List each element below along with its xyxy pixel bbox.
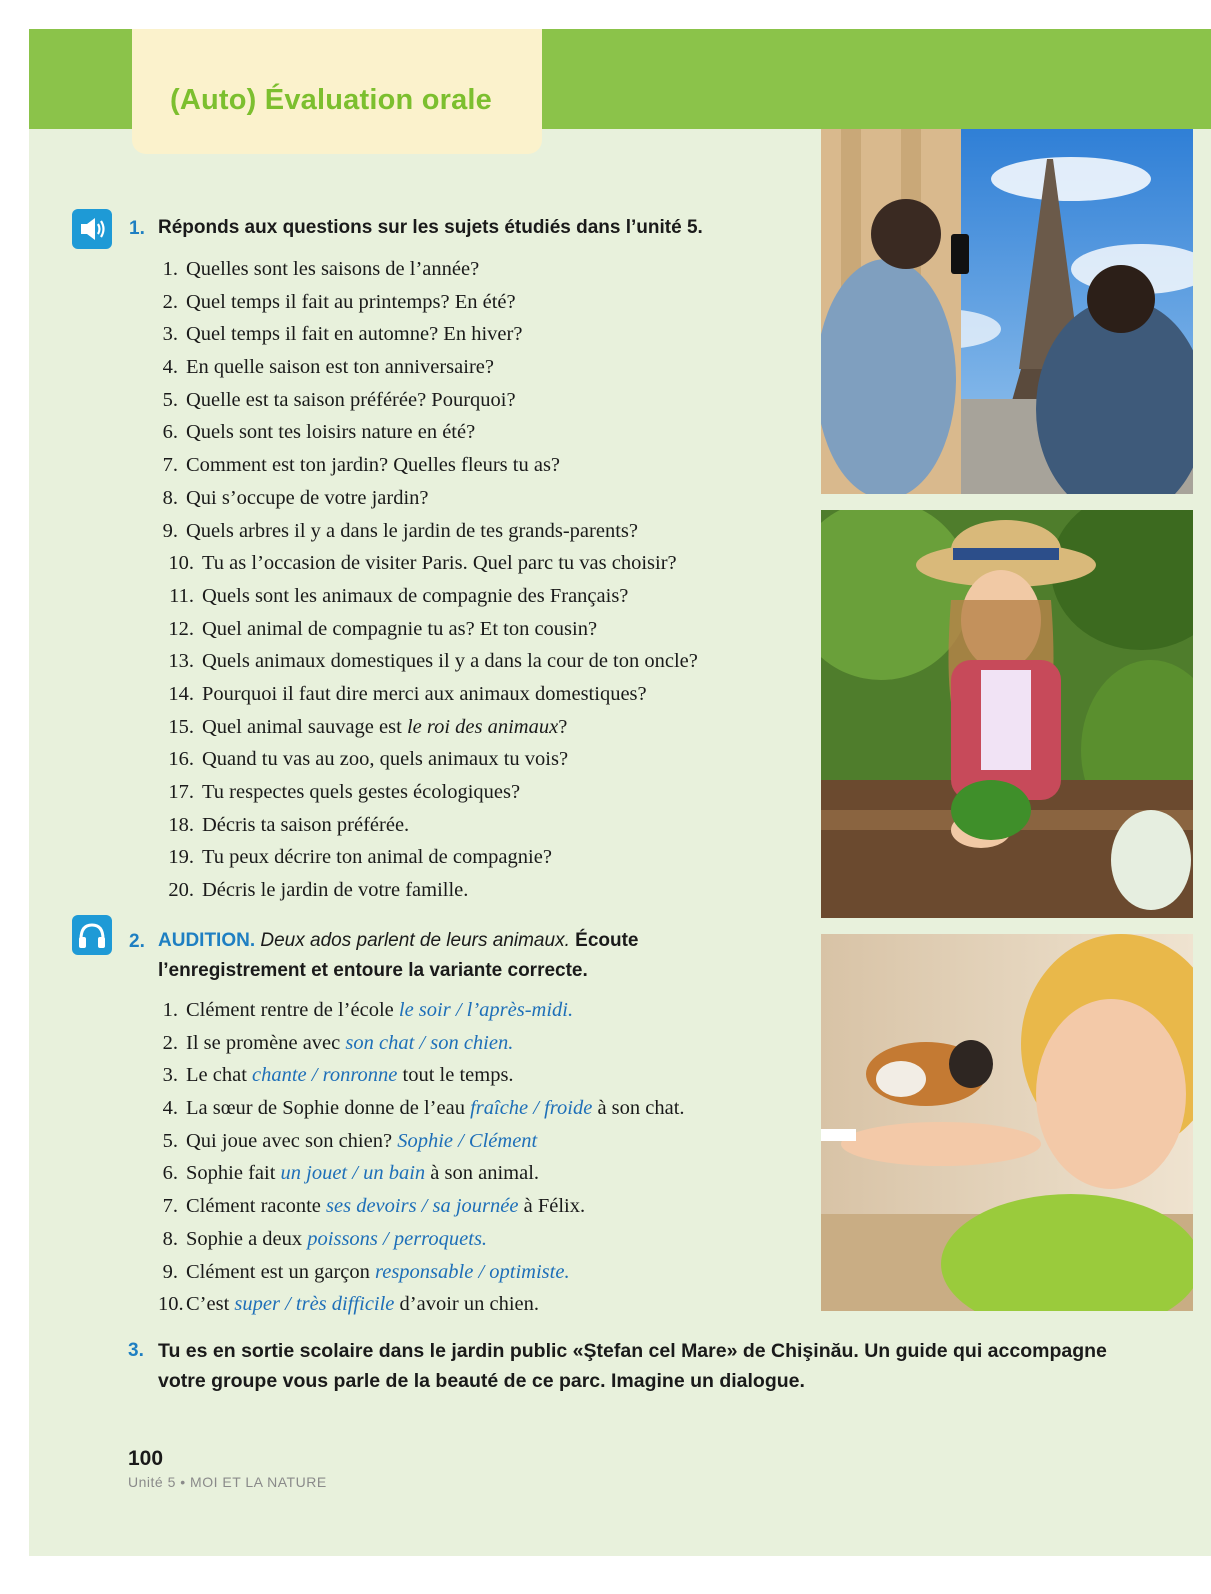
unit-footer: Unité 5 • MOI ET LA NATURE: [128, 1474, 327, 1490]
exercise-1-number: 1.: [129, 218, 145, 239]
question-item: 2. Quel temps il fait au printemps? En été?: [162, 290, 516, 313]
question-item: 7. Comment est ton jardin? Quelles fleurs tu as?: [162, 454, 561, 477]
exercise-3-number: 3.: [128, 1340, 144, 1361]
page-title: (Auto) Évaluation orale: [170, 84, 493, 116]
question-item: 14. Pourquoi il faut dire merci aux animaux domestiques?: [168, 682, 647, 705]
question-item: 4. En quelle saison est ton anniversaire?: [162, 356, 494, 379]
speaker-icon[interactable]: [72, 209, 112, 249]
exercise-1-questions: [158, 253, 698, 907]
question-item: 5. Quelle est ta saison préférée? Pourquoi?: [162, 388, 516, 411]
exercise-1-instruction: Réponds aux questions sur les sujets étudiés dans l’unité 5.: [158, 217, 703, 238]
exercise-2-number: 2.: [129, 931, 145, 952]
audition-label: AUDITION.: [158, 930, 256, 951]
audition-item: 3. Le chat chante / ronronne tout le temps.: [162, 1064, 514, 1087]
audition-item: 1. Clément rentre de l’école le soir / l’après-midi.: [162, 999, 574, 1021]
audition-item: 4. La sœur de Sophie donne de l’eau fraîche / froide à son chat.: [162, 1097, 685, 1120]
photo-girl-kitten: [821, 934, 1193, 1311]
audition-item: 10. C’est super / très difficile d’avoir un chien.: [158, 1293, 539, 1316]
question-item: 20. Décris le jardin de votre famille.: [168, 879, 469, 902]
question-item: 18. Décris ta saison préférée.: [168, 813, 410, 836]
audition-item: 2. Il se promène avec son chat / son chien.: [162, 1031, 514, 1054]
exercise-3-text: Tu es en sortie scolaire dans le jardin public «Ştefan cel Mare» de Chişinău. Un guide qui accompagne votre groupe vous parle de la beauté de ce parc. Imagine un dialogue.: [158, 1340, 1107, 1392]
exercise-2-items: [158, 994, 685, 1321]
audition-subtitle: Deux ados parlent de leurs animaux: [260, 930, 565, 951]
question-item: 6. Quels sont tes loisirs nature en été?: [162, 421, 476, 444]
question-item: 13. Quels animaux domestiques il y a dans la cour de ton oncle?: [168, 650, 698, 673]
question-item: 10. Tu as l’occasion de visiter Paris. Quel parc tu vas choisir?: [168, 552, 677, 575]
question-item: 19. Tu peux décrire ton animal de compagnie?: [168, 846, 552, 869]
audition-item: 9. Clément est un garçon responsable / optimiste.: [162, 1260, 570, 1283]
question-item: 1. Quelles sont les saisons de l’année?: [162, 258, 480, 280]
headphones-icon[interactable]: [72, 915, 112, 955]
photo-eiffel-tower: [821, 129, 1193, 494]
exercise-2-instruction: AUDITION. Deux ados parlent de leurs animaux. Écoute l’enregistrement et entoure la variante correcte.: [158, 930, 639, 981]
audition-item: 5. Qui joue avec son chien? Sophie / Clément: [162, 1129, 538, 1152]
photo-girl-gardening: [821, 510, 1193, 918]
question-item: 17. Tu respectes quels gestes écologiques?: [168, 781, 521, 803]
question-item: 8. Qui s’occupe de votre jardin?: [162, 486, 429, 509]
audition-instruction-2: l’enregistrement et entoure la variante correcte.: [158, 960, 588, 981]
question-item: 15. Quel animal sauvage est le roi des animaux?: [168, 715, 568, 738]
audition-instruction-1: Écoute: [575, 930, 639, 951]
question-item: 9. Quels arbres il y a dans le jardin de tes grands-parents?: [162, 519, 638, 542]
page-number: 100: [128, 1447, 164, 1470]
audition-item: 8. Sophie a deux poissons / perroquets.: [162, 1227, 488, 1250]
question-item: 12. Quel animal de compagnie tu as? Et ton cousin?: [168, 617, 598, 640]
audition-item: 6. Sophie fait un jouet / un bain à son animal.: [162, 1162, 540, 1185]
audition-item: 7. Clément raconte ses devoirs / sa journée à Félix.: [162, 1195, 586, 1218]
question-item: 11. Quels sont les animaux de compagnie des Français?: [169, 584, 629, 607]
question-item: 16. Quand tu vas au zoo, quels animaux tu vois?: [168, 748, 569, 771]
question-item: 3. Quel temps il fait en automne? En hiver?: [162, 323, 523, 346]
